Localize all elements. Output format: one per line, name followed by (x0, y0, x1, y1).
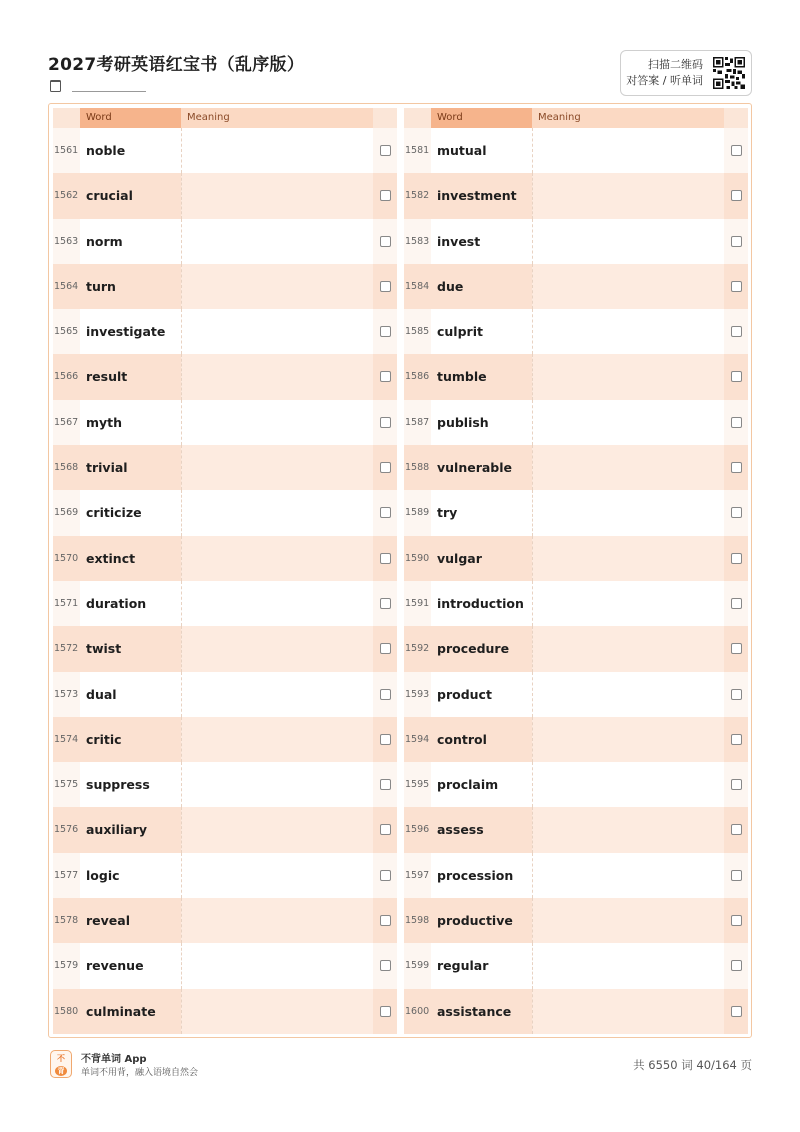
checkbox-icon[interactable] (731, 1006, 742, 1017)
check-cell (724, 853, 748, 898)
checkbox-icon[interactable] (380, 915, 391, 926)
checkbox-icon[interactable] (380, 1006, 391, 1017)
checkbox-icon[interactable] (380, 779, 391, 790)
table-row (404, 672, 748, 717)
table-row (53, 219, 397, 264)
meaning-blank[interactable] (532, 898, 724, 943)
table-row (53, 445, 397, 490)
table-row (53, 309, 397, 354)
word-text: publish (437, 414, 489, 430)
word-number: 1598 (404, 898, 431, 943)
meaning-blank[interactable] (532, 536, 724, 581)
table-row (404, 354, 748, 399)
page-header (48, 48, 752, 98)
meaning-blank[interactable] (532, 264, 724, 309)
meaning-blank[interactable] (532, 490, 724, 535)
checkbox-icon[interactable] (380, 236, 391, 247)
word-text: logic (86, 867, 120, 883)
table-row (404, 898, 748, 943)
check-cell (373, 672, 397, 717)
checkbox-icon[interactable] (731, 960, 742, 971)
meaning-blank[interactable] (181, 853, 373, 898)
word-number: 1585 (404, 309, 431, 354)
checkbox-icon[interactable] (731, 734, 742, 745)
table-row (404, 490, 748, 535)
word-text: regular (437, 958, 489, 974)
page-info: 共 6550 词 40/164 页 (633, 1058, 752, 1072)
header-check-cell (373, 108, 397, 128)
check-cell (724, 219, 748, 264)
table-row (53, 128, 397, 173)
word-number: 1573 (53, 672, 80, 717)
qr-caption (626, 57, 703, 89)
app-logo-icon (50, 1050, 72, 1078)
rows-right (404, 128, 748, 1034)
header-number-cell (53, 108, 80, 128)
meaning-blank[interactable] (532, 943, 724, 988)
table-row (404, 762, 748, 807)
meaning-blank[interactable] (532, 445, 724, 490)
word-number: 1578 (53, 898, 80, 943)
table-row (404, 400, 748, 445)
meaning-blank[interactable] (181, 581, 373, 626)
table-row (53, 807, 397, 852)
table-row (53, 626, 397, 671)
check-cell (724, 309, 748, 354)
checkbox-icon[interactable] (731, 190, 742, 201)
word-text: due (431, 264, 532, 309)
word-text: proclaim (437, 777, 499, 793)
table-row (404, 943, 748, 988)
word-text: extinct (80, 536, 181, 581)
word-number: 1599 (404, 943, 431, 988)
table-row (53, 672, 397, 717)
meaning-blank[interactable] (181, 309, 373, 354)
app-name: 不背单词 App (81, 1054, 147, 1065)
table-row (53, 354, 397, 399)
check-cell (724, 626, 748, 671)
word-text: mutual (437, 143, 487, 158)
page-title: 2027考研英语红宝书（乱序版） (48, 55, 305, 75)
word-text: vulgar (431, 536, 532, 581)
meaning-blank[interactable] (181, 400, 373, 445)
meaning-blank[interactable] (181, 536, 373, 581)
word-text: trivial (80, 445, 181, 490)
checkbox-icon[interactable] (731, 326, 742, 337)
check-cell (373, 898, 397, 943)
checkbox-icon[interactable] (731, 689, 742, 700)
word-column-right (404, 108, 748, 1034)
meaning-blank[interactable] (181, 626, 373, 671)
word-number: 1572 (53, 626, 80, 671)
word-text: result (80, 354, 181, 399)
checkbox-icon[interactable] (380, 417, 391, 428)
word-text: investment (431, 173, 532, 218)
page-footer (48, 1050, 752, 1080)
word-number: 1566 (53, 354, 80, 399)
check-cell (724, 354, 748, 399)
check-cell (724, 400, 748, 445)
word-text: turn (80, 264, 181, 309)
meaning-blank[interactable] (532, 989, 724, 1034)
word-text: productive (431, 898, 532, 943)
check-cell (373, 717, 397, 762)
word-number: 1574 (53, 717, 80, 762)
word-text: introduction (437, 595, 524, 611)
meaning-blank[interactable] (532, 219, 724, 264)
word-text: noble (86, 143, 126, 158)
word-number: 1579 (53, 943, 80, 988)
checkbox-icon[interactable] (380, 870, 391, 881)
check-cell (373, 400, 397, 445)
table-row (404, 128, 748, 173)
checkbox-icon[interactable] (731, 236, 742, 247)
check-cell (373, 626, 397, 671)
table-row (404, 581, 748, 626)
word-number: 1567 (53, 400, 80, 445)
meaning-blank[interactable] (532, 354, 724, 399)
word-number: 1564 (53, 264, 80, 309)
header-check-cell (724, 108, 748, 128)
table-row (53, 989, 397, 1034)
word-number: 1594 (404, 717, 431, 762)
word-text: product (437, 686, 492, 702)
meaning-blank[interactable] (181, 264, 373, 309)
table-row (404, 536, 748, 581)
calendar-icon (50, 80, 61, 92)
rows-left (53, 128, 397, 1034)
checkbox-icon[interactable] (380, 462, 391, 473)
word-number: 1571 (53, 581, 80, 626)
meaning-blank[interactable] (181, 128, 373, 173)
header-number-cell (404, 108, 431, 128)
header-word: Word (431, 108, 532, 128)
check-cell (724, 989, 748, 1034)
checkbox-icon[interactable] (380, 145, 391, 156)
check-cell (373, 309, 397, 354)
logo-glyph-top: 不 (57, 1054, 65, 1063)
meaning-blank[interactable] (532, 400, 724, 445)
word-number: 1561 (53, 128, 80, 173)
meaning-blank[interactable] (181, 762, 373, 807)
meaning-blank[interactable] (181, 490, 373, 535)
checkbox-icon[interactable] (731, 915, 742, 926)
check-cell (724, 762, 748, 807)
check-cell (373, 989, 397, 1034)
check-cell (373, 219, 397, 264)
table-row (53, 490, 397, 535)
word-text: invest (437, 233, 481, 249)
word-number: 1596 (404, 807, 431, 852)
word-text: culprit (437, 324, 483, 340)
word-number: 1587 (404, 400, 431, 445)
checkbox-icon[interactable] (380, 734, 391, 745)
checkbox-icon[interactable] (380, 598, 391, 609)
word-number: 1580 (53, 989, 80, 1034)
table-row (404, 717, 748, 762)
word-number: 1592 (404, 626, 431, 671)
check-cell (724, 173, 748, 218)
word-text: myth (86, 414, 123, 430)
word-column-left (53, 108, 397, 1034)
checkbox-icon[interactable] (731, 824, 742, 835)
word-number: 1569 (53, 490, 80, 535)
check-cell (724, 264, 748, 309)
meaning-blank[interactable] (532, 626, 724, 671)
checkbox-icon[interactable] (731, 462, 742, 473)
meaning-blank[interactable] (532, 853, 724, 898)
word-number: 1600 (404, 989, 431, 1034)
meaning-blank[interactable] (181, 445, 373, 490)
word-text: procession (437, 867, 514, 883)
checkbox-icon[interactable] (380, 643, 391, 654)
word-text: assess (431, 807, 532, 852)
meaning-blank[interactable] (532, 581, 724, 626)
table-row (53, 898, 397, 943)
word-text: control (431, 717, 532, 762)
word-number: 1586 (404, 354, 431, 399)
table-row (53, 581, 397, 626)
table-row (404, 445, 748, 490)
meaning-blank[interactable] (532, 173, 724, 218)
check-cell (373, 762, 397, 807)
check-cell (724, 581, 748, 626)
checkbox-icon[interactable] (380, 507, 391, 518)
check-cell (373, 853, 397, 898)
check-cell (373, 354, 397, 399)
word-number: 1591 (404, 581, 431, 626)
qr-caption-line1: 扫描二维码 (648, 58, 703, 71)
table-row (53, 717, 397, 762)
table-row (404, 264, 748, 309)
table-row (53, 762, 397, 807)
check-cell (724, 672, 748, 717)
meaning-blank[interactable] (532, 309, 724, 354)
word-number: 1577 (53, 853, 80, 898)
app-slogan: 单词不用背，融入语境自然会 (81, 1068, 199, 1078)
qr-caption-line2: 对答案 / 听单词 (626, 74, 703, 87)
meaning-blank[interactable] (181, 219, 373, 264)
word-text: critic (80, 717, 181, 762)
checkbox-icon[interactable] (731, 779, 742, 790)
qr-callout[interactable] (620, 50, 752, 96)
meaning-blank[interactable] (181, 943, 373, 988)
checkbox-icon[interactable] (380, 960, 391, 971)
word-number: 1570 (53, 536, 80, 581)
check-cell (373, 807, 397, 852)
checkbox-icon[interactable] (731, 643, 742, 654)
table-row (404, 807, 748, 852)
checkbox-icon[interactable] (731, 417, 742, 428)
word-text: assistance (431, 989, 532, 1034)
word-text: duration (86, 595, 147, 611)
logo-glyph-bottom: 背 (55, 1066, 67, 1076)
header-meaning: Meaning (532, 108, 724, 128)
word-number: 1575 (53, 762, 80, 807)
table-row (53, 264, 397, 309)
word-number: 1568 (53, 445, 80, 490)
meaning-blank[interactable] (181, 807, 373, 852)
meaning-blank[interactable] (532, 762, 724, 807)
check-cell (724, 898, 748, 943)
word-table (48, 103, 752, 1038)
word-text: vulnerable (431, 445, 532, 490)
header-word: Word (80, 108, 181, 128)
table-row (53, 173, 397, 218)
check-cell (373, 445, 397, 490)
word-text: dual (86, 686, 117, 702)
check-cell (724, 807, 748, 852)
word-text: procedure (431, 626, 532, 671)
table-header (53, 108, 397, 128)
word-text: culminate (80, 989, 181, 1034)
checkbox-icon[interactable] (380, 371, 391, 382)
word-number: 1584 (404, 264, 431, 309)
check-cell (724, 490, 748, 535)
table-row (53, 943, 397, 988)
meaning-blank[interactable] (181, 989, 373, 1034)
word-number: 1590 (404, 536, 431, 581)
check-cell (724, 717, 748, 762)
checkbox-icon[interactable] (380, 689, 391, 700)
word-number: 1597 (404, 853, 431, 898)
word-number: 1589 (404, 490, 431, 535)
table-row (53, 536, 397, 581)
table-row (53, 400, 397, 445)
word-number: 1581 (404, 128, 431, 173)
meaning-blank[interactable] (181, 898, 373, 943)
checkbox-icon[interactable] (380, 326, 391, 337)
meaning-blank[interactable] (181, 672, 373, 717)
checkbox-icon[interactable] (731, 598, 742, 609)
checkbox-icon[interactable] (731, 553, 742, 564)
check-cell (373, 943, 397, 988)
word-text: reveal (80, 898, 181, 943)
word-number: 1563 (53, 219, 80, 264)
word-text: investigate (86, 324, 166, 340)
header-meaning: Meaning (181, 108, 373, 128)
word-number: 1582 (404, 173, 431, 218)
check-cell (373, 536, 397, 581)
checkbox-icon[interactable] (731, 371, 742, 382)
check-cell (373, 581, 397, 626)
meaning-blank[interactable] (532, 807, 724, 852)
table-row (404, 626, 748, 671)
table-row (404, 853, 748, 898)
meaning-blank[interactable] (532, 128, 724, 173)
table-row (53, 853, 397, 898)
word-text: revenue (86, 958, 144, 974)
word-number: 1565 (53, 309, 80, 354)
table-header (404, 108, 748, 128)
check-cell (724, 943, 748, 988)
word-text: auxiliary (80, 807, 181, 852)
word-text: norm (86, 233, 123, 249)
word-text: try (437, 505, 458, 521)
meaning-blank[interactable] (181, 717, 373, 762)
table-row (404, 173, 748, 218)
word-text: tumble (431, 354, 532, 399)
table-row (404, 989, 748, 1034)
word-number: 1576 (53, 807, 80, 852)
word-text: crucial (80, 173, 181, 218)
check-cell (724, 536, 748, 581)
meaning-blank[interactable] (532, 717, 724, 762)
meaning-blank[interactable] (181, 354, 373, 399)
table-row (404, 219, 748, 264)
check-cell (373, 264, 397, 309)
word-number: 1593 (404, 672, 431, 717)
checkbox-icon[interactable] (731, 281, 742, 292)
check-cell (373, 173, 397, 218)
check-cell (373, 128, 397, 173)
checkbox-icon[interactable] (731, 507, 742, 518)
table-row (404, 309, 748, 354)
word-text: criticize (86, 505, 142, 521)
checkbox-icon[interactable] (380, 553, 391, 564)
check-cell (724, 128, 748, 173)
word-number: 1562 (53, 173, 80, 218)
qr-code-icon[interactable] (713, 57, 745, 89)
checkbox-icon[interactable] (731, 870, 742, 881)
check-cell (724, 445, 748, 490)
check-cell (373, 490, 397, 535)
word-text: twist (80, 626, 181, 671)
checkbox-icon[interactable] (380, 824, 391, 835)
meaning-blank[interactable] (181, 173, 373, 218)
word-number: 1588 (404, 445, 431, 490)
word-text: suppress (86, 777, 150, 793)
word-number: 1583 (404, 219, 431, 264)
checkbox-icon[interactable] (731, 145, 742, 156)
checkbox-icon[interactable] (380, 190, 391, 201)
date-blank-line (72, 91, 146, 92)
word-number: 1595 (404, 762, 431, 807)
checkbox-icon[interactable] (380, 281, 391, 292)
meaning-blank[interactable] (532, 672, 724, 717)
